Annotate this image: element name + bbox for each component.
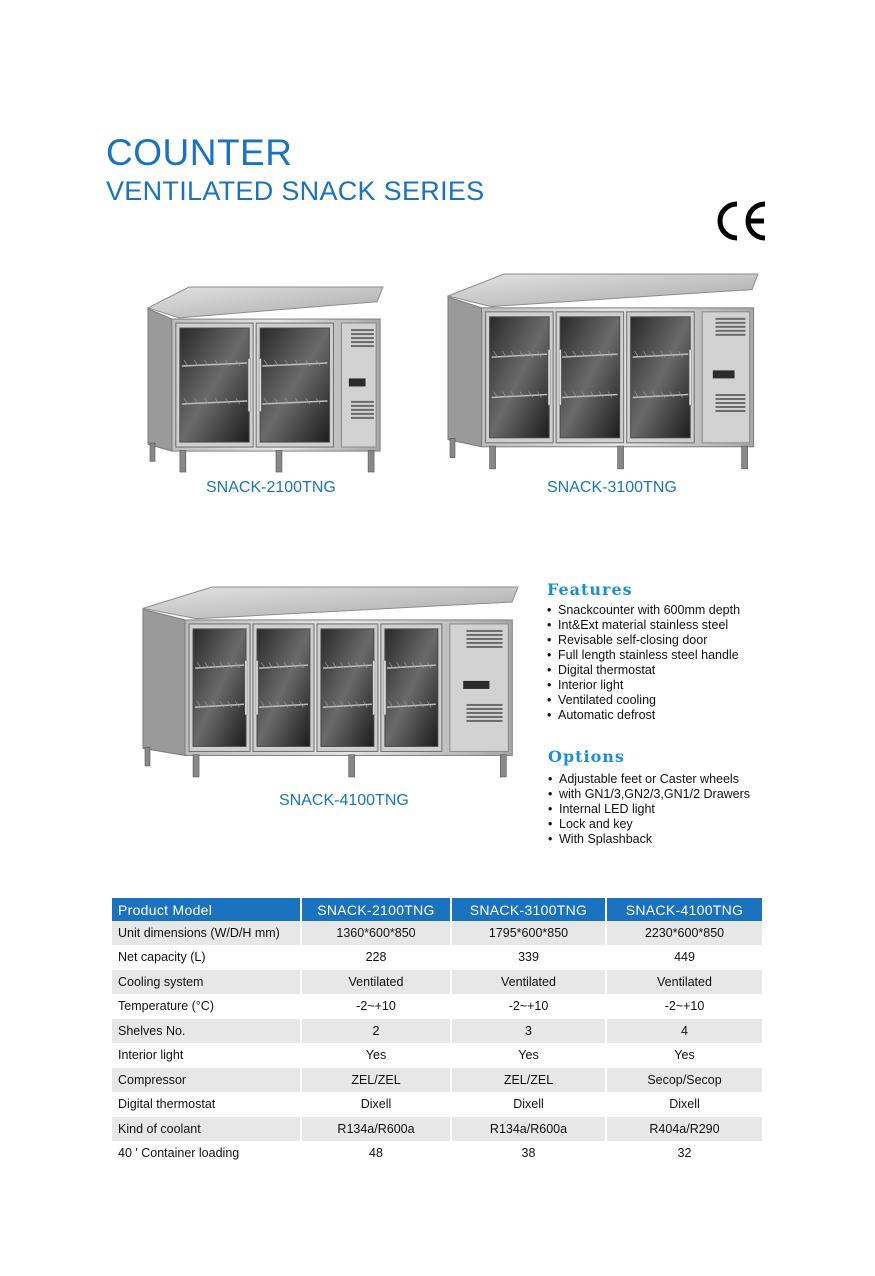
table-cell: 449: [607, 946, 762, 971]
table-row: [112, 921, 762, 946]
table-row: [112, 970, 762, 995]
row-label: Digital thermostat: [112, 1093, 302, 1118]
list-item: • Digital thermostat: [547, 663, 740, 678]
list-item: • With Splashback: [548, 832, 750, 847]
row-label: Net capacity (L): [112, 946, 302, 971]
product-image-snack-3100tng: [440, 272, 760, 472]
row-label: Interior light: [112, 1044, 302, 1069]
table-row: [112, 1044, 762, 1069]
table-cell: Dixell: [302, 1093, 452, 1118]
table-row: [112, 946, 762, 971]
table-row: [112, 1019, 762, 1044]
list-item: • Interior light: [547, 678, 740, 693]
table-cell: 32: [607, 1142, 762, 1167]
table-cell: R134a/R600a: [302, 1117, 452, 1142]
row-label: Shelves No.: [112, 1019, 302, 1044]
ce-mark-logo: [712, 196, 772, 246]
table-cell: R404a/R290: [607, 1117, 762, 1142]
table-cell: 38: [452, 1142, 607, 1167]
table-cell: 3: [452, 1019, 607, 1044]
row-label: Kind of coolant: [112, 1117, 302, 1142]
table-cell: Ventilated: [607, 970, 762, 995]
table-row: [112, 1142, 762, 1167]
table-cell: Dixell: [607, 1093, 762, 1118]
table-cell: -2~+10: [452, 995, 607, 1020]
product-caption-3100: SNACK-3100TNG: [547, 479, 677, 496]
table-cell: R134a/R600a: [452, 1117, 607, 1142]
table-cell: -2~+10: [607, 995, 762, 1020]
table-cell: Yes: [302, 1044, 452, 1069]
table-row: [112, 1093, 762, 1118]
table-row: [112, 1117, 762, 1142]
table-cell: 4: [607, 1019, 762, 1044]
list-item: • with GN1/3,GN2/3,GN1/2 Drawers: [548, 787, 750, 802]
table-cell: -2~+10: [302, 995, 452, 1020]
row-label: 40 ' Container loading: [112, 1142, 302, 1167]
features-list: [547, 603, 740, 723]
table-cell: Dixell: [452, 1093, 607, 1118]
table-cell: 2230*600*850: [607, 921, 762, 946]
options-heading: Options: [548, 747, 625, 766]
table-cell: Yes: [607, 1044, 762, 1069]
column-header: SNACK-4100TNG: [607, 898, 762, 921]
list-item: • Full length stainless steel handle: [547, 648, 740, 663]
column-header: SNACK-2100TNG: [302, 898, 452, 921]
table-cell: 1360*600*850: [302, 921, 452, 946]
table-cell: 339: [452, 946, 607, 971]
table-row: [112, 995, 762, 1020]
row-label: Unit dimensions (W/D/H mm): [112, 921, 302, 946]
row-label: Compressor: [112, 1068, 302, 1093]
column-header: SNACK-3100TNG: [452, 898, 607, 921]
column-header: Product Model: [112, 898, 302, 921]
table-cell: Ventilated: [302, 970, 452, 995]
table-cell: Ventilated: [452, 970, 607, 995]
product-caption-4100: SNACK-4100TNG: [279, 792, 409, 809]
specification-table: [112, 898, 762, 1166]
table-header-row: [112, 898, 762, 921]
product-image-snack-2100tng: [140, 285, 385, 475]
table-cell: Secop/Secop: [607, 1068, 762, 1093]
page-subtitle: VENTILATED SNACK SERIES: [106, 176, 485, 206]
row-label: Cooling system: [112, 970, 302, 995]
list-item: • Snackcounter with 600mm depth: [547, 603, 740, 618]
table-cell: Yes: [452, 1044, 607, 1069]
table-row: [112, 1068, 762, 1093]
features-heading: Features: [547, 580, 633, 599]
options-list: [548, 772, 750, 847]
list-item: • Lock and key: [548, 817, 750, 832]
list-item: • Adjustable feet or Caster wheels: [548, 772, 750, 787]
table-cell: 228: [302, 946, 452, 971]
table-cell: ZEL/ZEL: [302, 1068, 452, 1093]
product-caption-2100: SNACK-2100TNG: [206, 479, 336, 496]
row-label: Temperature (°C): [112, 995, 302, 1020]
list-item: • Internal LED light: [548, 802, 750, 817]
product-image-snack-4100tng: [135, 585, 520, 780]
list-item: • Ventilated cooling: [547, 693, 740, 708]
table-cell: 1795*600*850: [452, 921, 607, 946]
list-item: • Revisable self-closing door: [547, 633, 740, 648]
page-title: COUNTER: [106, 132, 293, 173]
list-item: • Automatic defrost: [547, 708, 740, 723]
table-cell: 48: [302, 1142, 452, 1167]
list-item: • Int&Ext material stainless steel: [547, 618, 740, 633]
table-cell: ZEL/ZEL: [452, 1068, 607, 1093]
table-cell: 2: [302, 1019, 452, 1044]
